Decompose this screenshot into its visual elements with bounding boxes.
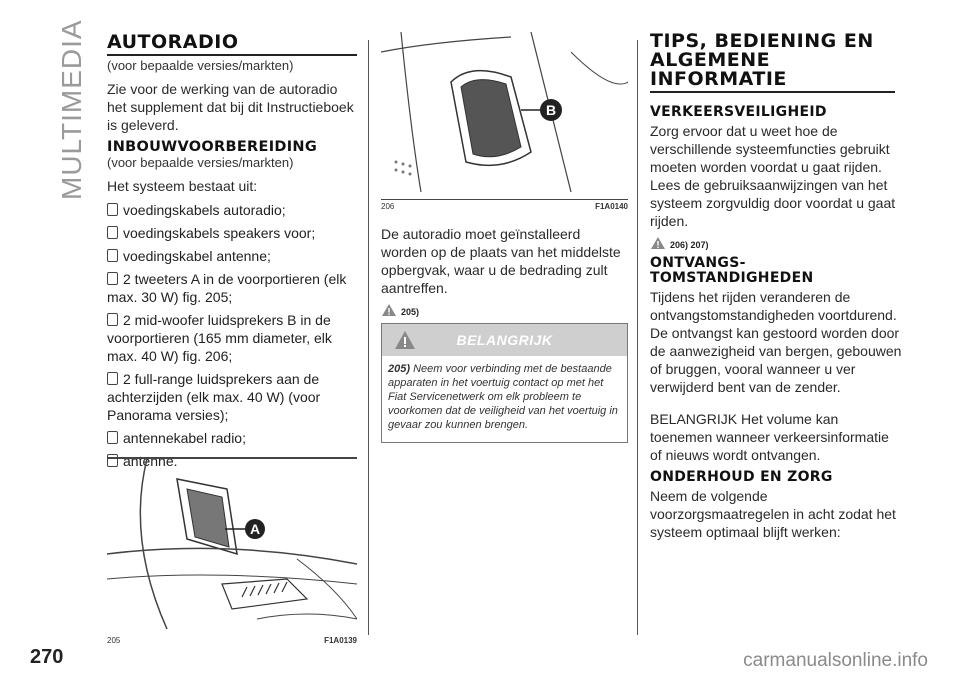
tweeter-illustration: [107, 459, 357, 629]
watermark: carmanualsonline.info: [743, 650, 928, 671]
figure-206: [381, 32, 628, 211]
callout-b: B: [545, 102, 557, 118]
warning-triangle-icon: [381, 303, 397, 317]
page-number: 270: [30, 646, 64, 668]
warning-box: [381, 323, 628, 443]
reception-title: ONTVANGS-TOMSTANDIGHEDEN: [650, 255, 814, 286]
list-item: voedingskabel antenne;: [107, 247, 357, 265]
reception-text: Tijdens het rijden veranderen de ontvangstomstandigheden voortdurend. De ontvangst kan gestoord worden door de aanwezigheid van bergen, gebouwen of bruggen, vooral wanneer u ver verwijderd bent van de zender.: [650, 289, 902, 395]
column-tips: [650, 32, 902, 547]
maintenance-title: ONDERHOUD EN ZORG: [650, 469, 833, 485]
warning-triangle-icon: [650, 236, 666, 250]
installation-text: De autoradio moet geïnstalleerd worden op de plaats van het middelste opbergvak, waar u de bedrading zult aantreffen.: [381, 226, 621, 296]
safety-text: Zorg ervoor dat u weet hoe de verschillende systeemfuncties gebruikt moeten worden voordat u gaat rijden. Lees de gebruiksaanwijzingen van het systeem zorgvuldig door voordat u gaat rijden.: [650, 123, 896, 229]
side-section-label: [52, 19, 88, 200]
list-item: voedingskabels speakers voor;: [107, 224, 357, 242]
checkbox-bullet-icon: [107, 226, 118, 239]
tips-title: TIPS, BEDIENING EN ALGEMENE INFORMATIE: [650, 32, 895, 93]
warning-body: 205) Neem voor verbinding met de bestaande apparaten in het voertuig contact op met het Fiat Servicenetwerk om elk probleem te voorkomen dat de veiligheid van het voertuig in gevaar zou kunnen brengen.: [388, 363, 618, 431]
column-divider-1: [368, 40, 369, 635]
inbouw-title: INBOUWVOORBEREIDING: [107, 139, 318, 155]
column-installation: [381, 32, 628, 443]
list-item: 2 tweeters A in de voorportieren (elk max. 30 W) fig. 205;: [107, 271, 347, 305]
maintenance-text: Neem de volgende voorzorgsmaatregelen in acht zodat het systeem optimaal blijft werken:: [650, 488, 896, 540]
callout-a: A: [249, 521, 261, 537]
checkbox-bullet-icon: [107, 431, 118, 444]
inbouw-subtitle: (voor bepaalde versies/markten): [107, 155, 294, 170]
list-item: antennekabel radio;: [107, 429, 357, 447]
reference-205: 205): [381, 303, 628, 317]
column-autoradio: [107, 31, 357, 645]
figure-205-caption: 205 F1A0139: [107, 636, 357, 645]
autoradio-subtitle: (voor bepaalde versies/markten): [107, 58, 294, 73]
warning-header: BELANGRIJK: [382, 324, 627, 356]
figure-205: [107, 457, 357, 645]
list-item: 2 mid-woofer luidsprekers B in de voorportieren (165 mm diameter, elk max. 40 W) fig. 206;: [107, 312, 332, 364]
checkbox-bullet-icon: [107, 313, 118, 326]
side-section-label-text: MULTIMEDIA: [56, 19, 87, 200]
reception-note: BELANGRIJK Het volume kan toenemen wanneer verkeersinformatie of nieuws wordt ontvangen.: [650, 411, 889, 463]
figure-206-caption: 206 F1A0140: [381, 199, 628, 211]
list-item: 2 full-range luidsprekers aan de achterzijden (elk max. 40 W) (voor Panorama versies);: [107, 371, 321, 423]
system-intro: Het systeem bestaat uit:: [107, 178, 258, 194]
midwoofer-illustration: [381, 32, 628, 192]
autoradio-intro: Zie voor de werking van de autoradio het supplement dat bij dit Instructieboek is geleverd.: [107, 81, 354, 133]
component-list: [107, 201, 357, 470]
list-item: antenne.: [107, 452, 357, 470]
list-item: voedingskabels autoradio;: [107, 201, 357, 219]
checkbox-bullet-icon: [107, 249, 118, 262]
column-divider-2: [637, 40, 638, 635]
checkbox-bullet-icon: [107, 203, 118, 216]
safety-title: VERKEERSVEILIGHEID: [650, 104, 827, 120]
checkbox-bullet-icon: [107, 272, 118, 285]
reference-206-207: 206) 207): [650, 236, 902, 250]
warning-triangle-icon: [394, 330, 416, 350]
autoradio-title: AUTORADIO: [107, 32, 357, 56]
checkbox-bullet-icon: [107, 372, 118, 385]
